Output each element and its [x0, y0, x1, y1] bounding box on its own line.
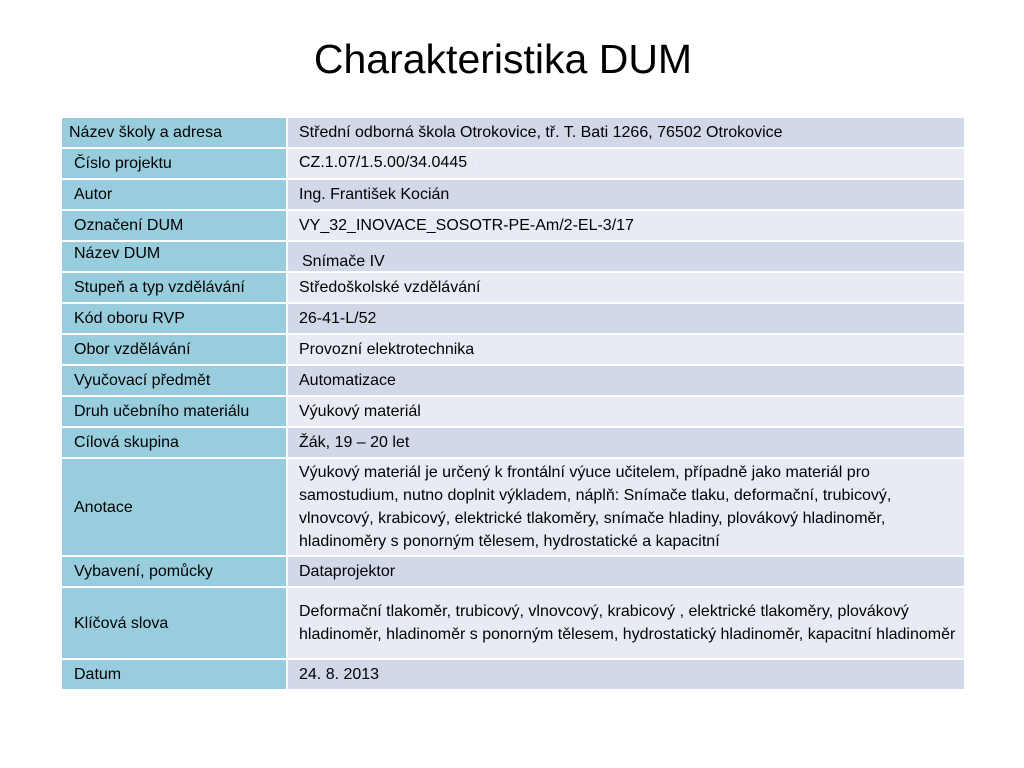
row-value: Střední odborná škola Otrokovice, tř. T. Bati 1266, 76502 Otrokovice: [287, 117, 965, 148]
row-value: 26-41-L/52: [287, 303, 965, 334]
faint-mark-icon: □□: [472, 158, 486, 170]
row-label: Autor: [61, 179, 287, 210]
row-value: Žák, 19 – 20 let: [287, 427, 965, 458]
row-value: VY_32_INOVACE_SOSOTR-PE-Am/2-EL-3/17: [287, 210, 965, 241]
row-label: Vyučovací předmět: [61, 365, 287, 396]
table-row-target-group: [61, 427, 965, 458]
table-row-field: [61, 334, 965, 365]
table-row-annotation: [61, 458, 965, 556]
row-label: Cílová skupina: [61, 427, 287, 458]
row-value: [287, 148, 965, 179]
row-value: Středoškolské vzdělávání: [287, 272, 965, 303]
row-label: Datum: [61, 659, 287, 690]
row-label: Kód oboru RVP: [61, 303, 287, 334]
table-row-equipment: [61, 556, 965, 587]
row-label: Číslo projektu: [61, 148, 287, 179]
row-value: Dataprojektor: [287, 556, 965, 587]
table-row-education-level: [61, 272, 965, 303]
row-value: Provozní elektrotechnika: [287, 334, 965, 365]
table-row-school: [61, 117, 965, 148]
slide-title: Charakteristika DUM: [313, 36, 693, 82]
row-value: Výukový materiál je určený k frontální výuce učitelem, případně jako materiál pro samostudium, nutno doplnit výkladem, náplň: Snímače tlaku, deformační, trubicový, vlnovcový, krabicový, elektrické tlakoměry, snímače hladiny, plovákový hladinoměr, hladinoměry s ponorným tělesem, hydrostatické a kapacitní: [287, 458, 965, 556]
table-row-keywords: [61, 587, 965, 659]
row-value: Deformační tlakoměr, trubicový, vlnovcový, krabicový , elektrické tlakoměry, plovákový hladinoměr, hladinoměr s ponorným tělesem, hydrostatický hladinoměr, kapacitní hladinoměr: [287, 587, 965, 659]
row-label-text: Název DUM: [74, 245, 161, 262]
row-label: Označení DUM: [61, 210, 287, 241]
table-row-dum-name: [61, 241, 965, 272]
table-row-author: [61, 179, 965, 210]
row-value: [287, 241, 965, 272]
row-label: Vybavení, pomůcky: [61, 556, 287, 587]
row-label: Anotace: [61, 458, 287, 556]
row-value: Automatizace: [287, 365, 965, 396]
table-row-rvp-code: [61, 303, 965, 334]
row-label: [61, 241, 287, 272]
table-row-dum-code: [61, 210, 965, 241]
table-row-date: [61, 659, 965, 690]
row-value: Výukový materiál: [287, 396, 965, 427]
table-row-subject: [61, 365, 965, 396]
row-label: Obor vzdělávání: [61, 334, 287, 365]
row-label: Stupeň a typ vzdělávání: [61, 272, 287, 303]
row-value-text: Snímače IV: [302, 253, 385, 270]
row-value: 24. 8. 2013: [287, 659, 965, 690]
row-label: Název školy a adresa: [61, 117, 287, 148]
row-label: Druh učebního materiálu: [61, 396, 287, 427]
row-label: Klíčová slova: [61, 587, 287, 659]
table-row-project-number: [61, 148, 965, 179]
row-value-text: CZ.1.07/1.5.00/34.0445: [299, 154, 468, 171]
row-value: Ing. František Kocián: [287, 179, 965, 210]
table-row-material-type: [61, 396, 965, 427]
info-table: [60, 116, 966, 691]
